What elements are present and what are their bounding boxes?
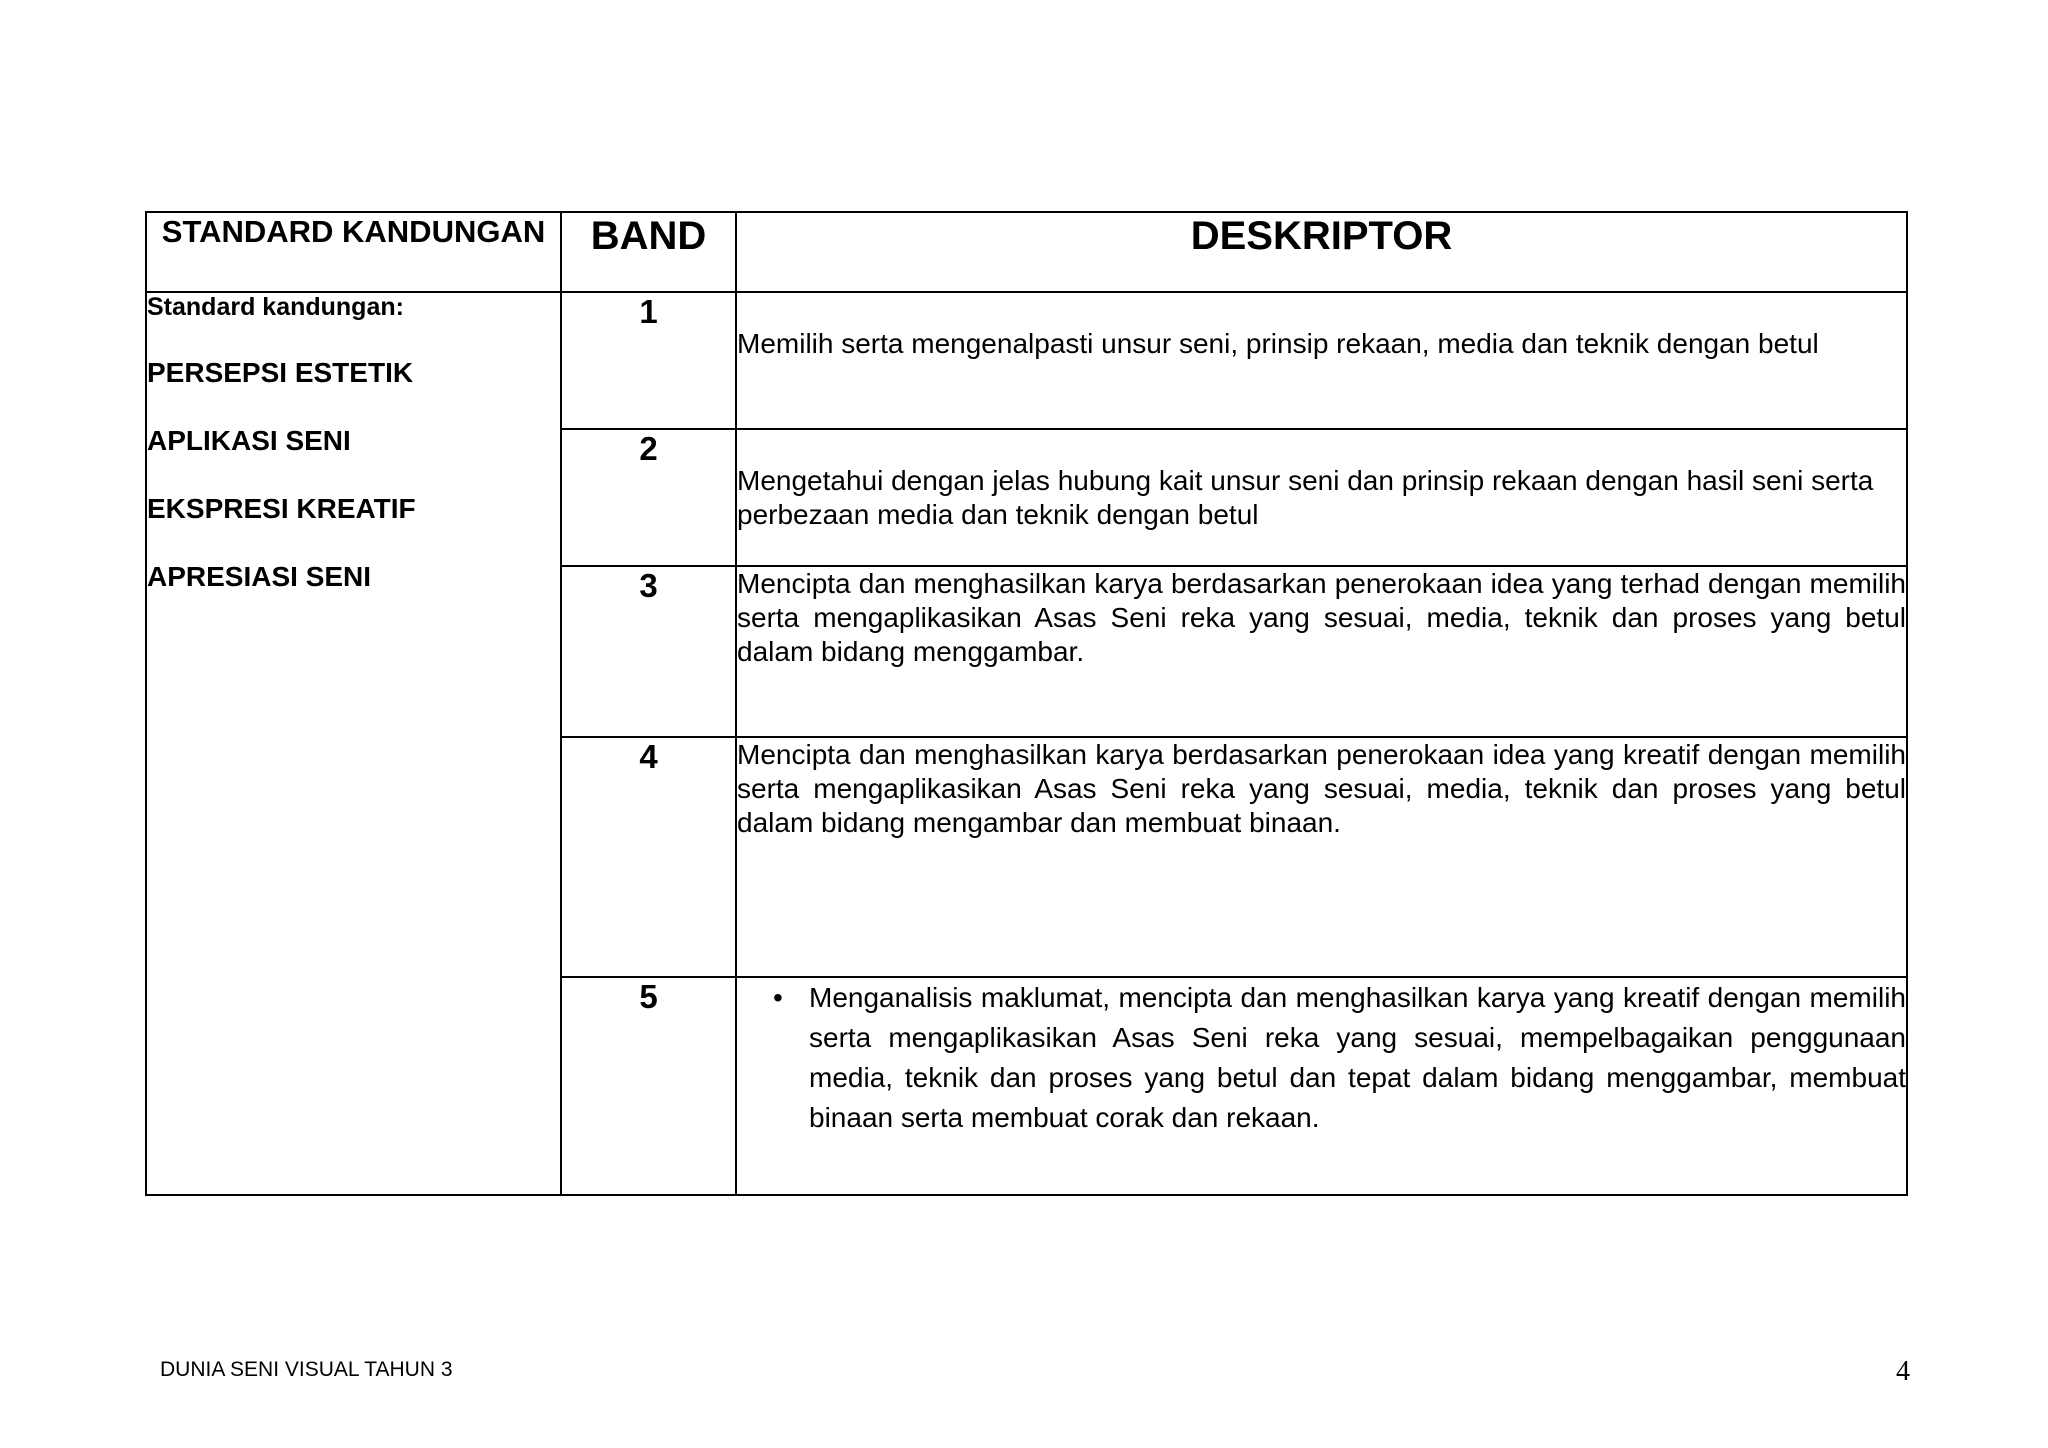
descriptor-text: Menganalisis maklumat, mencipta dan menghasilkan karya yang kreatif dengan memilih serta mengaplikasikan Asas Seni reka yang sesuai, mempelbagaikan penggunaan media, teknik dan proses yang betul dan tepat dalam bidang menggambar, membuat binaan serta membuat corak dan rekaan. [809, 982, 1906, 1133]
descriptor-text: Mencipta dan menghasilkan karya berdasarkan penerokaan idea yang kreatif dengan memilih serta mengaplikasikan Asas Seni reka yang sesuai, media, teknik dan proses yang betul dalam bidang mengambar dan membuat binaan. [737, 739, 1906, 838]
bullet-icon: • [773, 982, 783, 1013]
standard-kandungan-heading: Standard kandungan: [147, 293, 404, 321]
band-number: 5 [561, 977, 736, 1195]
descriptor-text: Memilih serta mengenalpasti unsur seni, prinsip rekaan, media dan teknik dengan betul [737, 328, 1819, 359]
header-deskriptor: DESKRIPTOR [736, 212, 1907, 292]
footer-title: DUNIA SENI VISUAL TAHUN 3 [160, 1358, 453, 1381]
band-number: 3 [561, 566, 736, 737]
standard-item: APRESIASI SENI [147, 561, 372, 592]
list-item [773, 978, 1906, 1138]
band-descriptor [736, 737, 1907, 977]
band-number: 1 [561, 292, 736, 429]
table-row [146, 292, 1907, 429]
band-number: 4 [561, 737, 736, 977]
header-band: BAND [561, 212, 736, 292]
descriptor-text: Mencipta dan menghasilkan karya berdasarkan penerokaan idea yang terhad dengan memilih serta mengaplikasikan Asas Seni reka yang sesuai, media, teknik dan proses yang betul dalam bidang menggambar. [737, 568, 1906, 667]
descriptor-bullet-list [737, 978, 1906, 1138]
standard-item: APLIKASI SENI [147, 425, 351, 456]
band-descriptor [736, 977, 1907, 1195]
standard-kandungan-cell [146, 292, 561, 1195]
band-number: 2 [561, 429, 736, 566]
table-header-row [146, 212, 1907, 292]
descriptor-text: Mengetahui dengan jelas hubung kait unsur seni dan prinsip rekaan dengan hasil seni serta perbezaan media dan teknik dengan betul [737, 465, 1874, 530]
band-descriptor [736, 566, 1907, 737]
band-descriptor [736, 429, 1907, 566]
band-descriptor [736, 292, 1907, 429]
page-number: 4 [1896, 1356, 1910, 1387]
rubric-table [145, 211, 1908, 1196]
header-standard-kandungan: STANDARD KANDUNGAN [146, 212, 561, 292]
standard-item: PERSEPSI ESTETIK [147, 357, 414, 388]
standard-item: EKSPRESI KREATIF [147, 493, 416, 524]
